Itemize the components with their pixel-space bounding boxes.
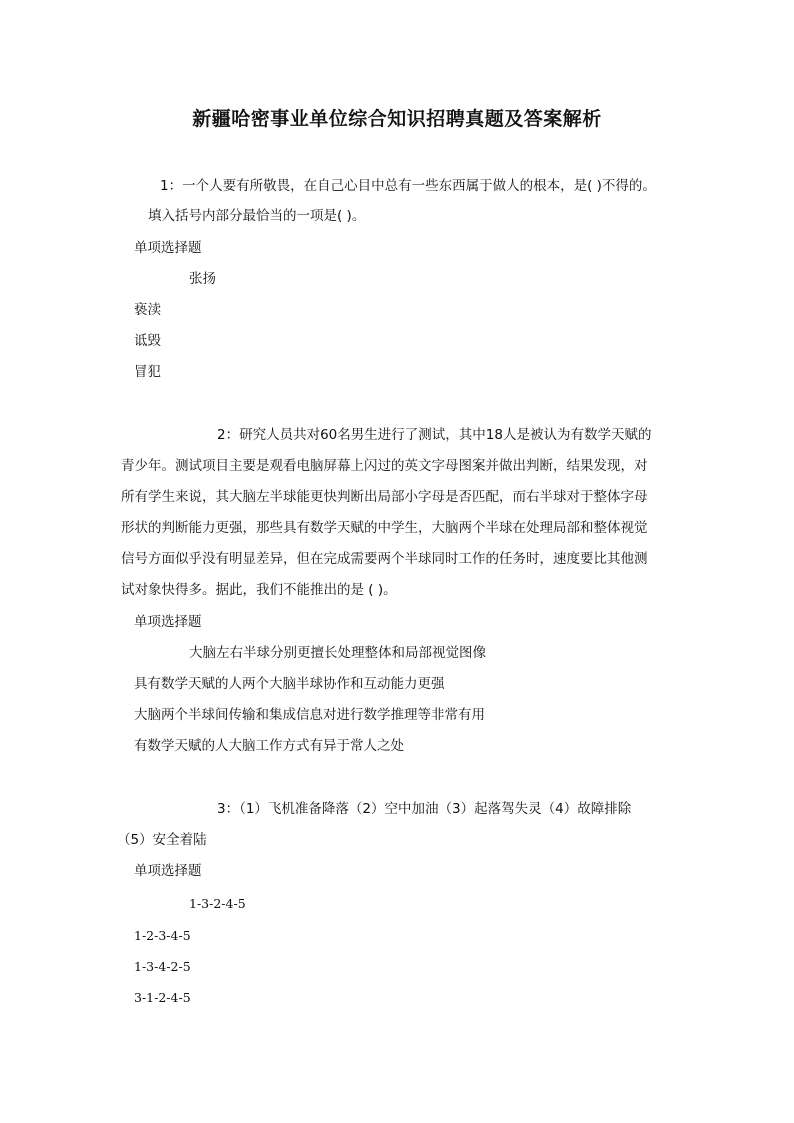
question-3-option-b[interactable]: 1-2-3-4-5 (134, 928, 191, 943)
question-1-option-d[interactable]: 冒犯 (134, 364, 161, 380)
question-1-stem-line-1: 1：一个人要有所敬畏，在自己心目中总有一些东西属于做人的根本，是( )不得的。 (160, 178, 656, 194)
question-2-stem-line-3: 所有学生来说，其大脑左半球能更快判断出局部小字母是否匹配，而右半球对于整体字母 (121, 489, 648, 505)
question-1-option-b[interactable]: 亵渎 (134, 302, 161, 318)
question-1-stem-line-2: 填入括号内部分最恰当的一项是( )。 (148, 208, 366, 224)
question-2-option-c[interactable]: 大脑两个半球间传输和集成信息对进行数学推理等非常有用 (134, 707, 485, 723)
question-2-option-d[interactable]: 有数学天赋的人大脑工作方式有异于常人之处 (134, 738, 404, 754)
question-1-option-c[interactable]: 诋毁 (134, 333, 161, 349)
question-3-option-d[interactable]: 3-1-2-4-5 (134, 990, 191, 1005)
question-3-option-a[interactable]: 1-3-2-4-5 (189, 896, 246, 911)
question-3-type: 单项选择题 (134, 863, 202, 879)
question-2-stem-line-6: 试对象快得多。据此，我们不能推出的是 ( )。 (121, 582, 397, 598)
question-3-stem-line-2: （5）安全着陆 (117, 832, 207, 848)
question-2-stem-line-4: 形状的判断能力更强，那些具有数学天赋的中学生，大脑两个半球在处理局部和整体视觉 (121, 520, 648, 536)
question-2-type: 单项选择题 (134, 614, 202, 630)
question-2-stem-line-5: 信号方面似乎没有明显差异，但在完成需要两个半球同时工作的任务时，速度要比其他测 (121, 551, 648, 567)
question-1-type: 单项选择题 (134, 240, 202, 256)
question-1-option-a[interactable]: 张扬 (189, 271, 216, 287)
document-title: 新疆哈密事业单位综合知识招聘真题及答案解析 (192, 108, 602, 130)
question-2-option-a[interactable]: 大脑左右半球分别更擅长处理整体和局部视觉图像 (189, 645, 486, 661)
question-2-option-b[interactable]: 具有数学天赋的人两个大脑半球协作和互动能力更强 (134, 676, 445, 692)
question-3-option-c[interactable]: 1-3-4-2-5 (134, 959, 191, 974)
question-2-stem-line-2: 青少年。测试项目主要是观看电脑屏幕上闪过的英文字母图案并做出判断，结果发现，对 (121, 458, 648, 474)
question-2-stem-line-1: 2：研究人员共对60名男生进行了测试，其中18人是被认为有数学天赋的 (217, 427, 652, 443)
question-3-stem-line-1: 3：（1）飞机准备降落（2）空中加油（3）起落驾失灵（4）故障排除 (217, 801, 632, 817)
